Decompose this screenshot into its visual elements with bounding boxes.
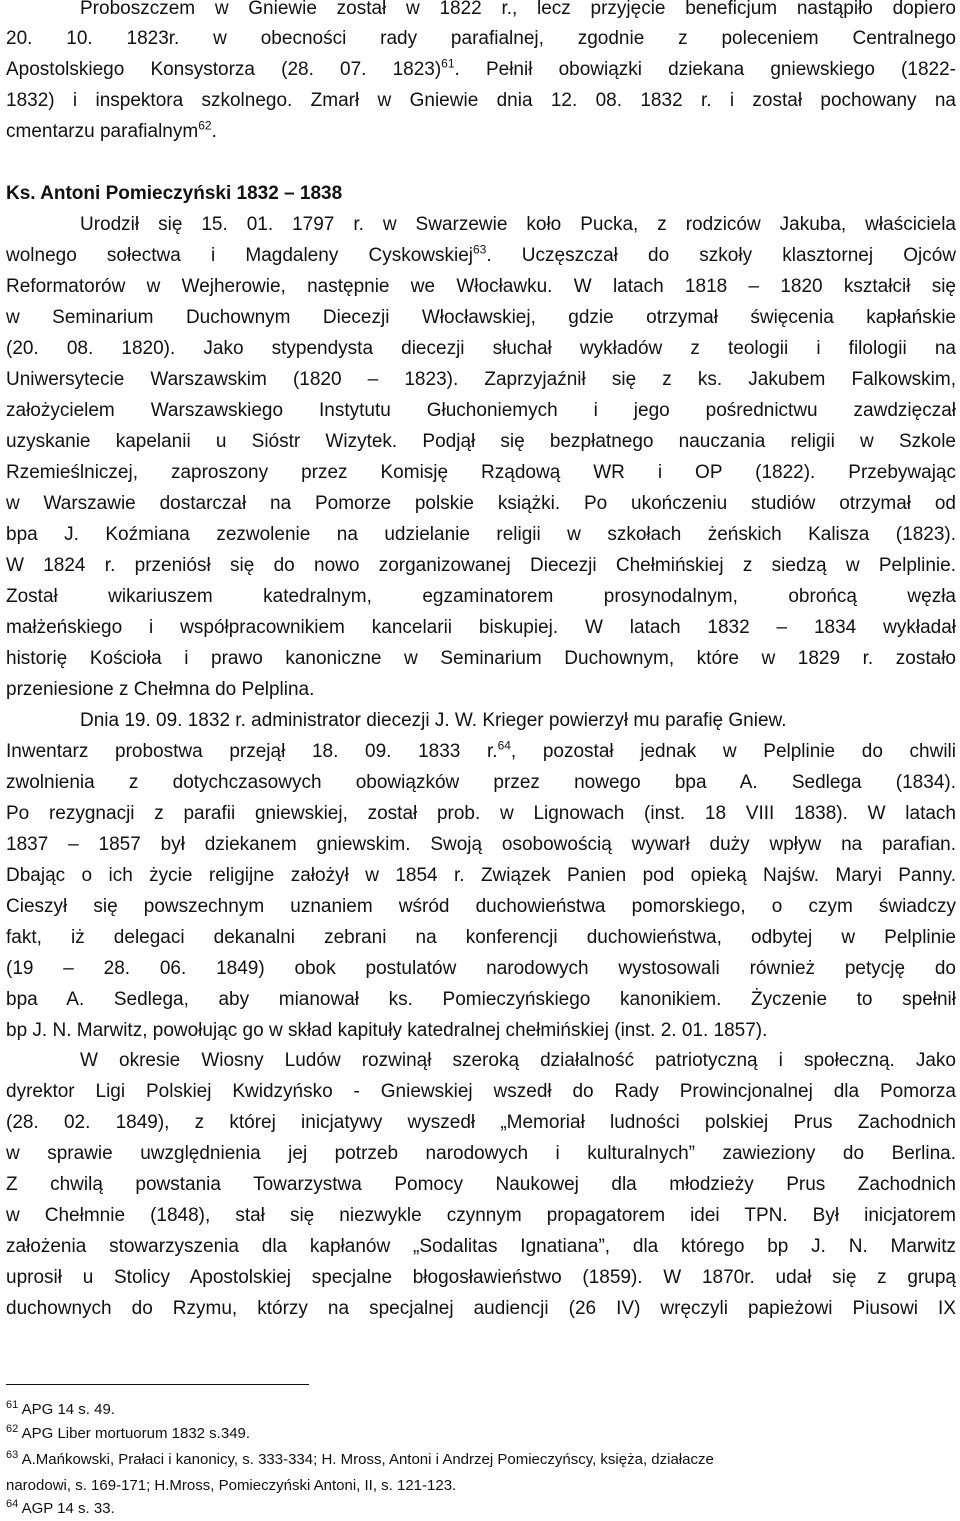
footnote: $^{63}$ A.Mańkowski, Prałaci i kanonicy, s. 333-334; H. Mross, Antoni i Andrzej Pomieczyńscy, księża, działacze	[6, 1449, 714, 1468]
text-line: Dbając o ich życie religijne założył w 1854 r. Związek Panien pod opieką Najśw. Maryi Panny.	[6, 865, 956, 886]
footnote-ref: 63	[473, 242, 487, 257]
footnote-number: 62	[6, 1423, 19, 1435]
text-line: Urodził się 15. 01. 1797 r. w Swarzewie koło Pucka, z rodziców Jakuba, właściciela	[80, 214, 956, 235]
text-line: Apostolskiego Konsystorza (28. 07. 1823)$^{61}$. Pełnił obowiązki dziekana gniewskiego (1822-	[6, 56, 956, 80]
text-line: 20. 10. 1823r. w obecności rady parafialnej, zgodnie z poleceniem Centralnego	[6, 28, 956, 49]
text-line: (19 – 28. 06. 1849) obok postulatów narodowych wystosowali również petycję do	[6, 958, 956, 979]
text-line: w Seminarium Duchownym Diecezji Włocławskiej, gdzie otrzymał święcenia kapłańskie	[6, 307, 956, 328]
text-line: duchownych do Rzymu, którzy na specjalnej audiencji (26 IV) wręczyli papieżowi Piusowi IX	[6, 1298, 956, 1319]
text-line: dyrektor Ligi Polskiej Kwidzyńsko - Gniewskiej wszedł do Rady Prowincjonalnej dla Pomorza	[6, 1081, 956, 1102]
section-heading: Ks. Antoni Pomieczyński 1832 – 1838	[6, 183, 343, 204]
text-line: cmentarzu parafialnym$^{62}$.	[6, 118, 217, 142]
footnote: $^{61}$ APG 14 s. 49.	[6, 1399, 115, 1418]
text-line: Uniwersytecie Warszawskim (1820 – 1823). Zaprzyjaźnił się z ks. Jakubem Falkowskim,	[6, 369, 956, 390]
text-line: bpa A. Sedlega, aby mianował ks. Pomieczyńskiego kanonikiem. Życzenie to spełnił	[6, 989, 956, 1010]
text-line: historię Kościoła i prawo kanoniczne w Seminarium Duchownym, które w 1829 r. zostało	[6, 648, 956, 669]
text-line: bp J. N. Marwitz, powołując go w skład kapituły katedralnej chełmińskiej (inst. 2. 01. 1857).	[6, 1020, 768, 1041]
text-line: w Chełmnie (1848), stał się niezwykle czynnym propagatorem idei TPN. Był inicjatorem	[6, 1205, 956, 1226]
text-line: Został wikariuszem katedralnym, egzaminatorem prosynodalnym, obrońcą węzła	[6, 586, 956, 607]
text-line: przeniesione z Chełmna do Pelplina.	[6, 679, 315, 700]
footnote-ref: 62	[198, 118, 212, 133]
text-line: uzyskanie kapelanii u Sióstr Wizytek. Podjął się bezpłatnego nauczania religii w Szkole	[6, 431, 956, 452]
text-line: (20. 08. 1820). Jako stypendysta diecezji słuchał wykładów z teologii i filologii na	[6, 338, 956, 359]
footnote-ref: 61	[441, 56, 455, 71]
text-line: wolnego sołectwa i Magdaleny Cyskowskiej$^{63}$. Uczęszczał do szkoły klasztornej Ojców	[6, 242, 956, 266]
footnote-number: 61	[6, 1399, 19, 1411]
text-line: Rzemieślniczej, zaproszony przez Komisję Rządową WR i OP (1822). Przebywając	[6, 462, 956, 483]
text-line: Dnia 19. 09. 1832 r. administrator diecezji J. W. Krieger powierzył mu parafię Gniew.	[80, 710, 787, 731]
text-line: założenia stowarzyszenia dla kapłanów „Sodalitas Ignatiana”, dla którego bp J. N. Marwitz	[6, 1236, 956, 1257]
text-line: Z chwilą powstania Towarzystwa Pomocy Naukowej dla młodzieży Prus Zachodnich	[6, 1174, 956, 1195]
footnote-divider	[6, 1384, 309, 1385]
text-line: Cieszył się powszechnym uznaniem wśród duchowieństwa pomorskiego, o czym świadczy	[6, 896, 956, 917]
text-line: Reformatorów w Wejherowie, następnie we Włocławku. W latach 1818 – 1820 kształcił się	[6, 276, 956, 297]
text-line: w sprawie uwzględnienia jej potrzeb narodowych i kulturalnych” zawieziony do Berlina.	[6, 1143, 956, 1164]
footnote: narodowi, s. 169-171; H.Mross, Pomieczyński Antoni, II, s. 121-123.	[6, 1477, 457, 1494]
text-line: 1832) i inspektora szkolnego. Zmarł w Gniewie dnia 12. 08. 1832 r. i został pochowany na	[6, 90, 956, 111]
text-line: Inwentarz probostwa przejął 18. 09. 1833 r.$^{64}$, pozostał jednak w Pelplinie do chwili	[6, 738, 956, 762]
text-line: 1837 – 1857 był dziekanem gniewskim. Swoją osobowością wywarł duży wpływ na parafian.	[6, 834, 956, 855]
text-line: W okresie Wiosny Ludów rozwinął szeroką działalność patriotyczną i społeczną. Jako	[80, 1050, 956, 1071]
text-line: małżeńskiego i współpracownikiem kancelarii biskupiej. W latach 1832 – 1834 wykładał	[6, 617, 956, 638]
text-line: fakt, iż delegaci dekanalni zebrani na konferencji duchowieństwa, odbytej w Pelplinie	[6, 927, 956, 948]
text-line: w Warszawie dostarczał na Pomorze polskie książki. Po ukończeniu studiów otrzymał od	[6, 493, 956, 514]
footnote-ref: 64	[497, 738, 511, 753]
text-line: (28. 02. 1849), z której inicjatywy wyszedł „Memoriał ludności polskiej Prus Zachodnich	[6, 1112, 956, 1133]
text-line: założycielem Warszawskiego Instytutu Głuchoniemych i jego pośrednictwu zawdzięczał	[6, 400, 956, 421]
text-line: zwolnienia z dotychczasowych obowiązków przez nowego bpa A. Sedlega (1834).	[6, 772, 956, 793]
footnote-number: 63	[6, 1449, 19, 1461]
text-line: uprosił u Stolicy Apostolskiej specjalne błogosławieństwo (1859). W 1870r. udał się z grupą	[6, 1267, 956, 1288]
text-line: W 1824 r. przeniósł się do nowo zorganizowanej Diecezji Chełmińskiej z siedzą w Pelplinie.	[6, 555, 956, 576]
footnote-number: 64	[6, 1498, 19, 1510]
text-line: Proboszczem w Gniewie został w 1822 r., lecz przyjęcie beneficjum nastąpiło dopiero	[80, 0, 956, 19]
footnote: $^{64}$ AGP 14 s. 33.	[6, 1498, 115, 1517]
footnote: $^{62}$ APG Liber mortuorum 1832 s.349.	[6, 1423, 251, 1442]
text-line: bpa J. Koźmiana zezwolenie na udzielanie religii w szkołach żeńskich Kalisza (1823).	[6, 524, 956, 545]
text-line: Po rezygnacji z parafii gniewskiej, został prob. w Lignowach (inst. 18 VIII 1838). W latach	[6, 803, 956, 824]
